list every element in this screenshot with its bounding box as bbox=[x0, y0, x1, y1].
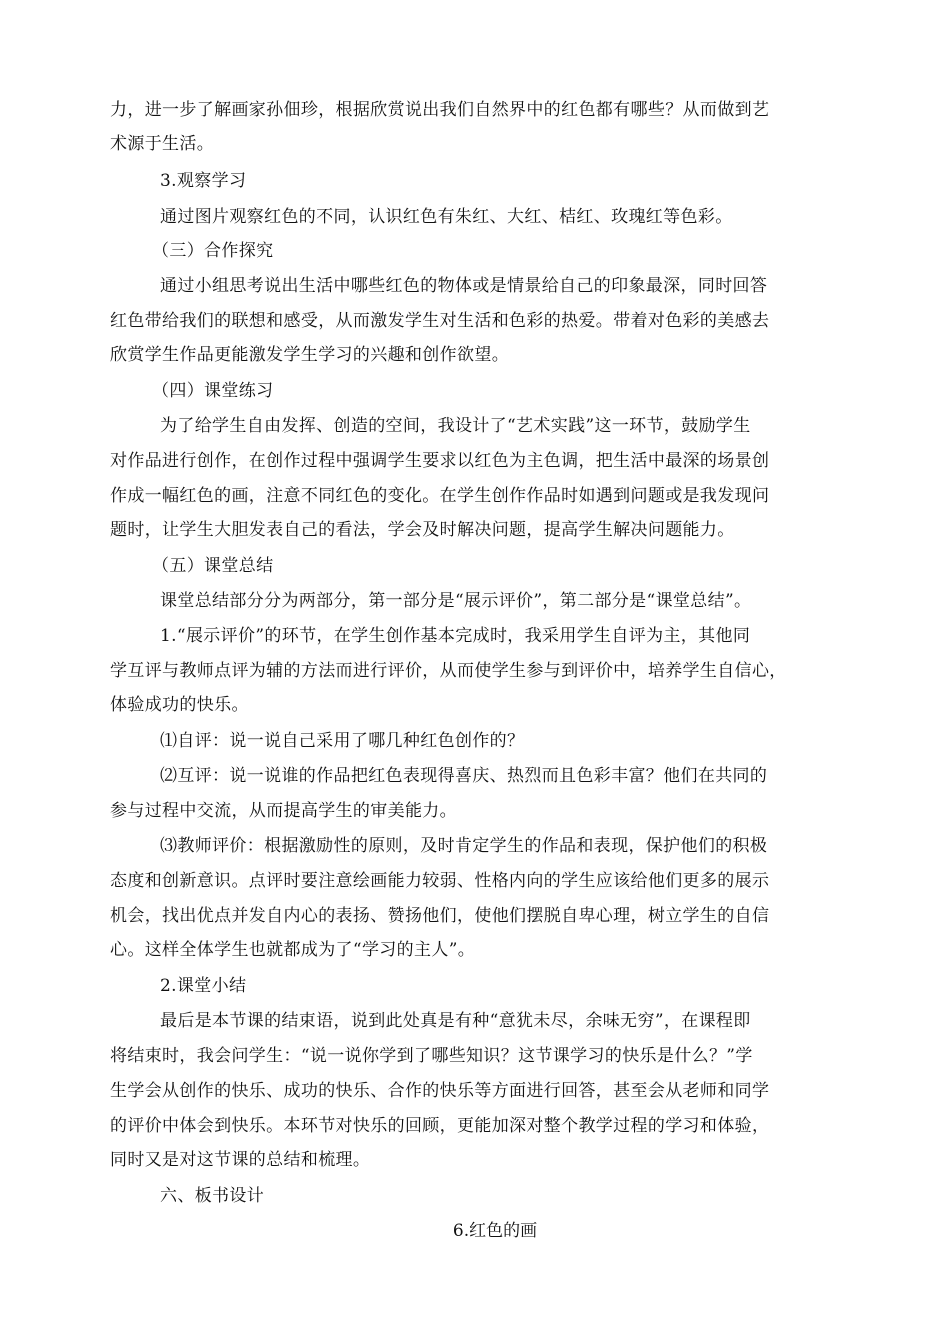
text-line: 为了给学生自由发挥、创造的空间，我设计了“艺术实践”这一环节，鼓励学生 bbox=[160, 416, 751, 436]
section-heading: （三）合作探究 bbox=[152, 241, 274, 261]
text-line: 对作品进行创作，在创作过程中强调学生要求以红色为主色调，把生活中最深的场景创 bbox=[110, 451, 770, 471]
text-line: 作成一幅红色的画，注意不同红色的变化。在学生创作作品时如遇到问题或是我发现问 bbox=[110, 486, 770, 506]
section-heading: 3.观察学习 bbox=[160, 171, 247, 191]
text-line: 将结束时，我会问学生：“说一说你学到了哪些知识？这节课学习的快乐是什么？”学 bbox=[110, 1046, 753, 1066]
section-heading: （四）课堂练习 bbox=[152, 381, 274, 401]
text-line: 生学会从创作的快乐、成功的快乐、合作的快乐等方面进行回答，甚至会从老师和同学 bbox=[110, 1081, 770, 1101]
text-line: 1.“展示评价”的环节，在学生创作基本完成时，我采用学生自评为主，其他同 bbox=[160, 626, 751, 646]
text-line: ⑴自评：说一说自己采用了哪几种红色创作的？ bbox=[160, 731, 525, 751]
text-line: 最后是本节课的结束语，说到此处真是有种“意犹未尽，余味无穷”，在课程即 bbox=[160, 1011, 751, 1031]
text-line: 机会，找出优点并发自内心的表扬、赞扬他们，使他们摆脱自卑心理，树立学生的自信 bbox=[110, 906, 770, 926]
text-line: 同时又是对这节课的总结和梳理。 bbox=[110, 1150, 371, 1170]
text-line: 心。这样全体学生也就都成为了“学习的主人”。 bbox=[110, 940, 476, 960]
text-line: 欣赏学生作品更能激发学生学习的兴趣和创作欲望。 bbox=[110, 345, 510, 365]
text-line: 通过图片观察红色的不同，认识红色有朱红、大红、桔红、玫瑰红等色彩。 bbox=[160, 207, 733, 227]
board-title: 6.红色的画 bbox=[452, 1221, 538, 1241]
text-line: 课堂总结部分分为两部分，第一部分是“展示评价”，第二部分是“课堂总结”。 bbox=[160, 591, 752, 611]
text-line: 态度和创新意识。点评时要注意绘画能力较弱、性格内向的学生应该给他们更多的展示 bbox=[110, 871, 770, 891]
text-line: 通过小组思考说出生活中哪些红色的物体或是情景给自己的印象最深，同时回答 bbox=[160, 276, 768, 296]
section-heading: （五）课堂总结 bbox=[152, 556, 274, 576]
text-line: 术源于生活。 bbox=[110, 134, 215, 154]
text-line: ⑶教师评价：根据激励性的原则，及时肯定学生的作品和表现，保护他们的积极 bbox=[160, 836, 768, 856]
section-heading: 2.课堂小结 bbox=[160, 976, 247, 996]
text-line: 题时，让学生大胆发表自己的看法，学会及时解决问题，提高学生解决问题能力。 bbox=[110, 520, 735, 540]
text-line: 参与过程中交流，从而提高学生的审美能力。 bbox=[110, 801, 457, 821]
text-line: 红色带给我们的联想和感受，从而激发学生对生活和色彩的热爱。带着对色彩的美感去 bbox=[110, 311, 770, 331]
text-line: 力，进一步了解画家孙佃珍，根据欣赏说出我们自然界中的红色都有哪些？从而做到艺 bbox=[110, 100, 770, 120]
section-heading: 六、板书设计 bbox=[160, 1186, 265, 1206]
text-line: 体验成功的快乐。 bbox=[110, 695, 249, 715]
text-line: 的评价中体会到快乐。本环节对快乐的回顾，更能加深对整个教学过程的学习和体验， bbox=[110, 1116, 770, 1136]
text-line: ⑵互评：说一说谁的作品把红色表现得喜庆、热烈而且色彩丰富？他们在共同的 bbox=[160, 766, 768, 786]
text-line: 学互评与教师点评为辅的方法而进行评价，从而使学生参与到评价中，培养学生自信心， bbox=[110, 661, 787, 681]
